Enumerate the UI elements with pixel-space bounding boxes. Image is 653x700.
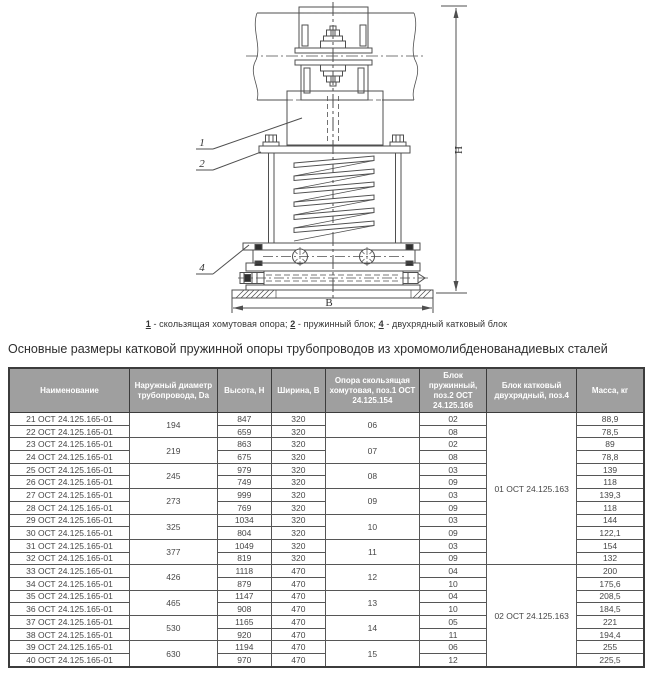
cell-block-pruzh: 04: [419, 590, 486, 603]
cell-diameter: 426: [129, 565, 217, 590]
cell-name: 37 ОСТ 24.125.165-01: [9, 616, 129, 629]
callout-1: 1: [199, 137, 205, 149]
cell-diameter: 194: [129, 413, 217, 438]
legend-text-2: - пружинный блок;: [295, 319, 379, 329]
cell-name: 35 ОСТ 24.125.165-01: [9, 590, 129, 603]
cell-width: 470: [271, 590, 325, 603]
dimension-H: [436, 6, 467, 293]
table-row: [9, 413, 644, 426]
cell-diameter: 377: [129, 539, 217, 564]
dimensions-table: [8, 367, 645, 668]
drawing-legend: [0, 319, 653, 329]
cell-height: 847: [217, 413, 271, 426]
cell-diameter: 630: [129, 641, 217, 667]
cell-name: 34 ОСТ 24.125.165-01: [9, 577, 129, 590]
cell-height: 999: [217, 489, 271, 502]
support-assembly-drawing: [0, 0, 653, 318]
spring-top-plate: [259, 146, 410, 153]
cell-name: 32 ОСТ 24.125.165-01: [9, 552, 129, 565]
cell-width: 320: [271, 527, 325, 540]
coil-spring: [294, 156, 374, 241]
cell-height: 1165: [217, 616, 271, 629]
cell-diameter: 273: [129, 489, 217, 514]
cell-name: 23 ОСТ 24.125.165-01: [9, 438, 129, 451]
cell-block-pruzh: 03: [419, 489, 486, 502]
cell-opora: 14: [325, 616, 419, 641]
cell-mass: 118: [577, 476, 644, 489]
cell-name: 29 ОСТ 24.125.165-01: [9, 514, 129, 527]
cell-block-pruzh: 03: [419, 463, 486, 476]
cell-block-pruzh: 10: [419, 603, 486, 616]
cell-opora: 12: [325, 565, 419, 590]
cell-width: 470: [271, 577, 325, 590]
cell-width: 320: [271, 476, 325, 489]
cell-mass: 221: [577, 616, 644, 629]
cell-block-pruzh: 09: [419, 476, 486, 489]
cell-name: 26 ОСТ 24.125.165-01: [9, 476, 129, 489]
dimension-B: [232, 297, 433, 313]
col-header-height: Высота, Н: [217, 368, 271, 413]
cell-opora: 13: [325, 590, 419, 615]
cell-opora: 11: [325, 539, 419, 564]
cell-name: 27 ОСТ 24.125.165-01: [9, 489, 129, 502]
cell-width: 320: [271, 514, 325, 527]
col-header-diameter: Наружный диаметр трубопровода, Da: [129, 368, 217, 413]
cell-name: 31 ОСТ 24.125.165-01: [9, 539, 129, 552]
cell-width: 470: [271, 641, 325, 654]
dim-h-label: Н: [453, 146, 465, 154]
cell-mass: 89: [577, 438, 644, 451]
cell-name: 39 ОСТ 24.125.165-01: [9, 641, 129, 654]
cell-width: 470: [271, 603, 325, 616]
cell-opora: 10: [325, 514, 419, 539]
cell-mass: 194,4: [577, 628, 644, 641]
cell-mass: 175,6: [577, 577, 644, 590]
table-header-row: [9, 368, 644, 413]
cell-mass: 132: [577, 552, 644, 565]
callouts: [196, 118, 302, 274]
cell-width: 320: [271, 501, 325, 514]
spring-bottom-plate: [243, 243, 420, 250]
cell-name: 24 ОСТ 24.125.165-01: [9, 451, 129, 464]
cell-mass: 139,3: [577, 489, 644, 502]
cell-mass: 200: [577, 565, 644, 578]
cell-height: 769: [217, 501, 271, 514]
cell-block-pruzh: 03: [419, 539, 486, 552]
col-header-block-katk: Блок катковый двухрядный, поз.4: [487, 368, 577, 413]
cell-width: 320: [271, 451, 325, 464]
cell-name: 25 ОСТ 24.125.165-01: [9, 463, 129, 476]
dim-b-label: В: [325, 297, 333, 309]
cell-block-pruzh: 05: [419, 616, 486, 629]
cell-mass: 144: [577, 514, 644, 527]
col-header-mass: Масса, кг: [577, 368, 644, 413]
cell-opora: 06: [325, 413, 419, 438]
cell-mass: 122,1: [577, 527, 644, 540]
col-header-name: Наименование: [9, 368, 129, 413]
cell-mass: 88,9: [577, 413, 644, 426]
cell-opora: 15: [325, 641, 419, 667]
cell-width: 320: [271, 413, 325, 426]
spring-block: [243, 135, 420, 250]
cell-height: 879: [217, 577, 271, 590]
cell-width: 320: [271, 539, 325, 552]
callout-2: 2: [199, 158, 205, 170]
cell-name: 28 ОСТ 24.125.165-01: [9, 501, 129, 514]
callout-4: 4: [199, 262, 205, 274]
cell-name: 21 ОСТ 24.125.165-01: [9, 413, 129, 426]
cell-diameter: 465: [129, 590, 217, 615]
cell-width: 320: [271, 438, 325, 451]
cell-name: 40 ОСТ 24.125.165-01: [9, 654, 129, 667]
col-header-block-pruzh: Блок пружинный, поз.2 ОСТ 24.125.166: [419, 368, 486, 413]
cell-mass: 154: [577, 539, 644, 552]
cell-opora: 07: [325, 438, 419, 463]
cell-diameter: 530: [129, 616, 217, 641]
cell-height: 804: [217, 527, 271, 540]
table-row: [9, 565, 644, 578]
cell-height: 1118: [217, 565, 271, 578]
cell-mass: 255: [577, 641, 644, 654]
cell-name: 36 ОСТ 24.125.165-01: [9, 603, 129, 616]
cell-block-pruzh: 10: [419, 577, 486, 590]
cell-height: 970: [217, 654, 271, 667]
cell-opora: 09: [325, 489, 419, 514]
cell-height: 659: [217, 425, 271, 438]
legend-num-1: 1: [145, 319, 151, 329]
cell-diameter: 219: [129, 438, 217, 463]
col-header-opora: Опора скользящая хомутовая, поз.1 ОСТ 24.125.154: [325, 368, 419, 413]
cell-height: 1147: [217, 590, 271, 603]
cell-mass: 184,5: [577, 603, 644, 616]
legend-text-4: - двухрядный катковый блок: [383, 319, 508, 329]
cell-width: 320: [271, 489, 325, 502]
cell-diameter: 325: [129, 514, 217, 539]
cell-mass: 78,8: [577, 451, 644, 464]
cell-mass: 139: [577, 463, 644, 476]
cell-block-pruzh: 12: [419, 654, 486, 667]
cell-block-pruzh: 08: [419, 451, 486, 464]
cell-height: 1194: [217, 641, 271, 654]
cell-height: 1034: [217, 514, 271, 527]
cell-mass: 208,5: [577, 590, 644, 603]
cell-width: 470: [271, 616, 325, 629]
cell-block-pruzh: 09: [419, 552, 486, 565]
cell-mass: 118: [577, 501, 644, 514]
legend-text-1: - скользящая хомутовая опора;: [150, 319, 291, 329]
cell-width: 470: [271, 654, 325, 667]
cell-height: 908: [217, 603, 271, 616]
cell-diameter: 245: [129, 463, 217, 488]
cell-block-pruzh: 09: [419, 501, 486, 514]
cell-width: 320: [271, 463, 325, 476]
cell-name: 33 ОСТ 24.125.165-01: [9, 565, 129, 578]
page-title: Основные размеры катковой пружинной опоры трубопроводов из хромомолибденованадиевых сталей: [8, 342, 608, 356]
cell-name: 22 ОСТ 24.125.165-01: [9, 425, 129, 438]
cell-height: 979: [217, 463, 271, 476]
cell-mass: 225,5: [577, 654, 644, 667]
cell-block-pruzh: 04: [419, 565, 486, 578]
cell-block-pruzh: 06: [419, 641, 486, 654]
cell-block-pruzh: 02: [419, 413, 486, 426]
cell-height: 749: [217, 476, 271, 489]
cell-width: 320: [271, 552, 325, 565]
cell-block-pruzh: 02: [419, 438, 486, 451]
legend-num-4: 4: [378, 319, 384, 329]
cell-block-pruzh: 08: [419, 425, 486, 438]
cell-block-pruzh: 03: [419, 514, 486, 527]
cell-opora: 08: [325, 463, 419, 488]
cell-width: 470: [271, 565, 325, 578]
cell-name: 30 ОСТ 24.125.165-01: [9, 527, 129, 540]
col-header-width: Ширина, В: [271, 368, 325, 413]
spring-plate-bolt-icon: [390, 135, 406, 146]
cell-block-katk: 02 ОСТ 24.125.163: [487, 565, 577, 667]
cell-mass: 78,5: [577, 425, 644, 438]
cell-width: 320: [271, 425, 325, 438]
cell-block-pruzh: 09: [419, 527, 486, 540]
cell-width: 470: [271, 628, 325, 641]
cell-height: 920: [217, 628, 271, 641]
cell-height: 819: [217, 552, 271, 565]
legend-num-2: 2: [290, 319, 296, 329]
cell-height: 1049: [217, 539, 271, 552]
cell-name: 38 ОСТ 24.125.165-01: [9, 628, 129, 641]
spring-plate-bolt-icon: [263, 135, 279, 146]
cell-block-katk: 01 ОСТ 24.125.163: [487, 413, 577, 565]
cell-block-pruzh: 11: [419, 628, 486, 641]
cell-height: 863: [217, 438, 271, 451]
cell-height: 675: [217, 451, 271, 464]
